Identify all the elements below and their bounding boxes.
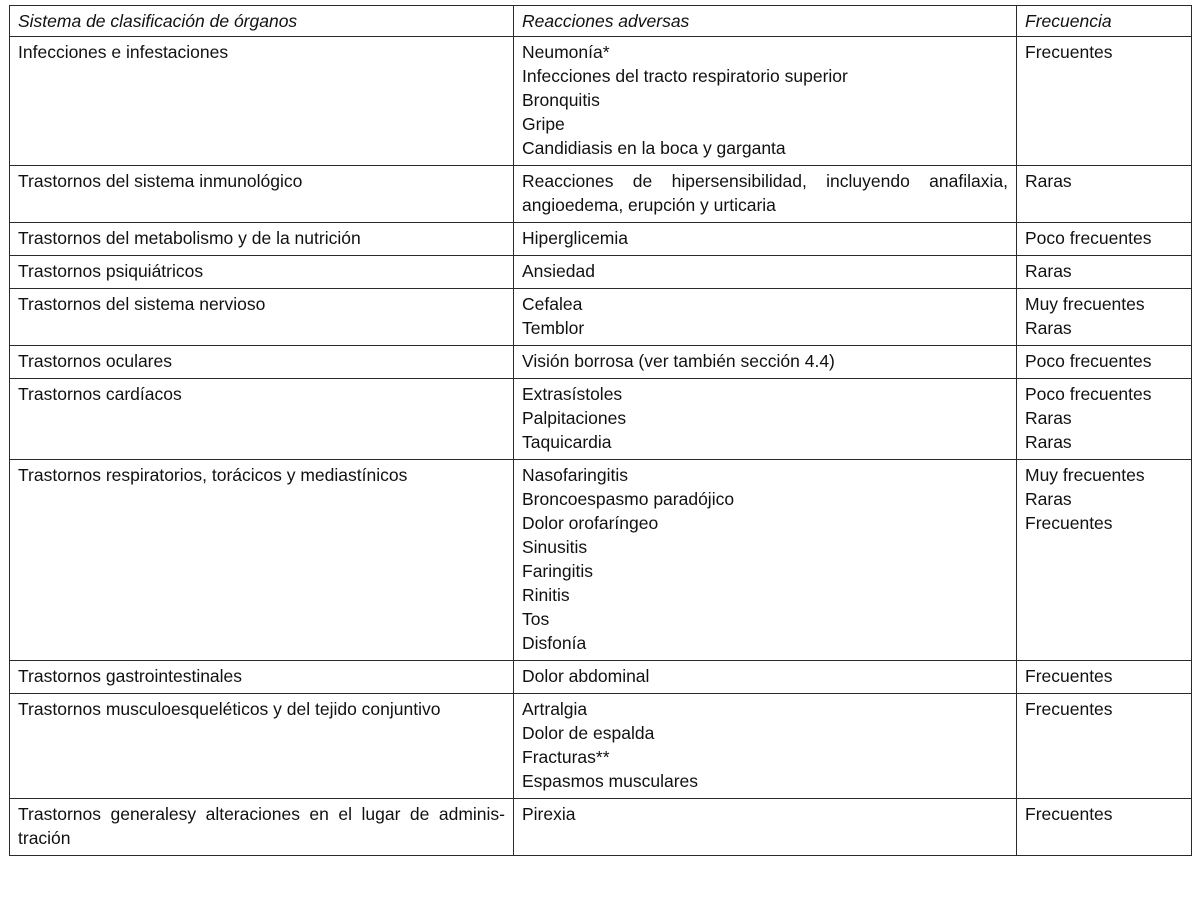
soc-label: Trastornos del sistema inmunológico (18, 171, 303, 191)
table-header-row (10, 6, 1192, 37)
reaction-item: Taquicardia (522, 432, 612, 452)
reaction-item: Candidiasis en la boca y garganta (522, 138, 786, 158)
frequency-cell (1017, 256, 1192, 289)
frequency-cell (1017, 799, 1192, 856)
reaction-item: Palpitaciones (522, 408, 627, 428)
header-frequency: Frecuencia (1017, 6, 1192, 37)
reaction-item: Dolor de espalda (522, 723, 655, 743)
frequency-cell (1017, 661, 1192, 694)
frequency-item: Raras (1025, 489, 1072, 509)
reaction-item: Cefalea (522, 294, 583, 314)
reaction-item: Ansiedad (522, 261, 595, 281)
soc-cell (10, 694, 514, 799)
frequency-cell (1017, 346, 1192, 379)
frequency-item: Raras (1025, 171, 1072, 191)
reactions-cell (514, 460, 1017, 661)
reaction-item: Rinitis (522, 585, 570, 605)
frequency-item: Muy frecuentes (1025, 294, 1145, 314)
soc-label: Trastornos psiquiátricos (18, 261, 204, 281)
soc-label: Trastornos generalesy alteraciones en el lugar de adminis- tración (18, 804, 505, 848)
frequency-cell (1017, 379, 1192, 460)
soc-cell (10, 289, 514, 346)
table-row (10, 223, 1192, 256)
frequency-item: Poco frecuentes (1025, 228, 1152, 248)
reaction-item: Infecciones del tracto respiratorio superior (522, 66, 848, 86)
soc-cell (10, 460, 514, 661)
table-row (10, 256, 1192, 289)
soc-cell (10, 37, 514, 166)
reaction-item: Pirexia (522, 804, 576, 824)
soc-label: Infecciones e infestaciones (18, 42, 229, 62)
table-row (10, 460, 1192, 661)
reaction-item: Dolor orofaríngeo (522, 513, 659, 533)
reaction-item: Artralgia (522, 699, 588, 719)
reactions-cell (514, 256, 1017, 289)
reactions-cell (514, 289, 1017, 346)
soc-cell (10, 799, 514, 856)
reaction-item: Visión borrosa (ver también sección 4.4) (522, 351, 835, 371)
soc-label: Trastornos gastrointestinales (18, 666, 243, 686)
reaction-item: Dolor abdominal (522, 666, 650, 686)
reactions-cell (514, 166, 1017, 223)
reaction-item: Reacciones de hipersensibilidad, incluyendo anafilaxia, angioedema, erupción y urticaria (522, 171, 1008, 215)
frequency-item: Poco frecuentes (1025, 351, 1152, 371)
soc-cell (10, 379, 514, 460)
reaction-item: Extrasístoles (522, 384, 623, 404)
reaction-item: Faringitis (522, 561, 593, 581)
table-row (10, 166, 1192, 223)
soc-label: Trastornos oculares (18, 351, 172, 371)
soc-label: Trastornos del metabolismo y de la nutrición (18, 228, 361, 248)
soc-label: Trastornos del sistema nervioso (18, 294, 266, 314)
reaction-item: Fracturas** (522, 747, 610, 767)
frequency-cell (1017, 166, 1192, 223)
soc-label: Trastornos respiratorios, torácicos y mediastínicos (18, 465, 408, 485)
table-row (10, 289, 1192, 346)
frequency-item: Raras (1025, 261, 1072, 281)
table-body (10, 37, 1192, 856)
reactions-cell (514, 799, 1017, 856)
frequency-item: Frecuentes (1025, 699, 1113, 719)
frequency-item: Raras (1025, 408, 1072, 428)
table-row (10, 799, 1192, 856)
reaction-item: Broncoespasmo paradójico (522, 489, 735, 509)
reaction-item: Temblor (522, 318, 585, 338)
reaction-item: Tos (522, 609, 550, 629)
table-row (10, 37, 1192, 166)
reaction-item: Disfonía (522, 633, 587, 653)
frequency-cell (1017, 37, 1192, 166)
frequency-item: Frecuentes (1025, 804, 1113, 824)
soc-label: Trastornos musculoesqueléticos y del tejido conjuntivo (18, 699, 441, 719)
frequency-item: Frecuentes (1025, 666, 1113, 686)
reactions-cell (514, 37, 1017, 166)
header-reactions: Reacciones adversas (514, 6, 1017, 37)
soc-cell (10, 256, 514, 289)
soc-cell (10, 223, 514, 256)
table-row (10, 379, 1192, 460)
reactions-cell (514, 346, 1017, 379)
reaction-item: Gripe (522, 114, 565, 134)
reactions-cell (514, 379, 1017, 460)
frequency-item: Muy frecuentes (1025, 465, 1145, 485)
frequency-cell (1017, 694, 1192, 799)
reaction-item: Hiperglicemia (522, 228, 629, 248)
frequency-item: Raras (1025, 432, 1072, 452)
soc-label: Trastornos cardíacos (18, 384, 182, 404)
frequency-item: Raras (1025, 318, 1072, 338)
reactions-cell (514, 694, 1017, 799)
reaction-item: Espasmos musculares (522, 771, 699, 791)
header-soc: Sistema de clasificación de órganos (10, 6, 514, 37)
frequency-item: Frecuentes (1025, 42, 1113, 62)
table-row (10, 694, 1192, 799)
reaction-item: Bronquitis (522, 90, 600, 110)
soc-cell (10, 166, 514, 223)
reaction-item: Nasofaringitis (522, 465, 629, 485)
adverse-reactions-table (9, 5, 1192, 856)
frequency-cell (1017, 460, 1192, 661)
frequency-item: Poco frecuentes (1025, 384, 1152, 404)
soc-cell (10, 346, 514, 379)
reaction-item: Sinusitis (522, 537, 588, 557)
reaction-item: Neumonía* (522, 42, 610, 62)
reactions-cell (514, 661, 1017, 694)
table-row (10, 346, 1192, 379)
reactions-cell (514, 223, 1017, 256)
frequency-cell (1017, 289, 1192, 346)
frequency-item: Frecuentes (1025, 513, 1113, 533)
table-row (10, 661, 1192, 694)
frequency-cell (1017, 223, 1192, 256)
soc-cell (10, 661, 514, 694)
